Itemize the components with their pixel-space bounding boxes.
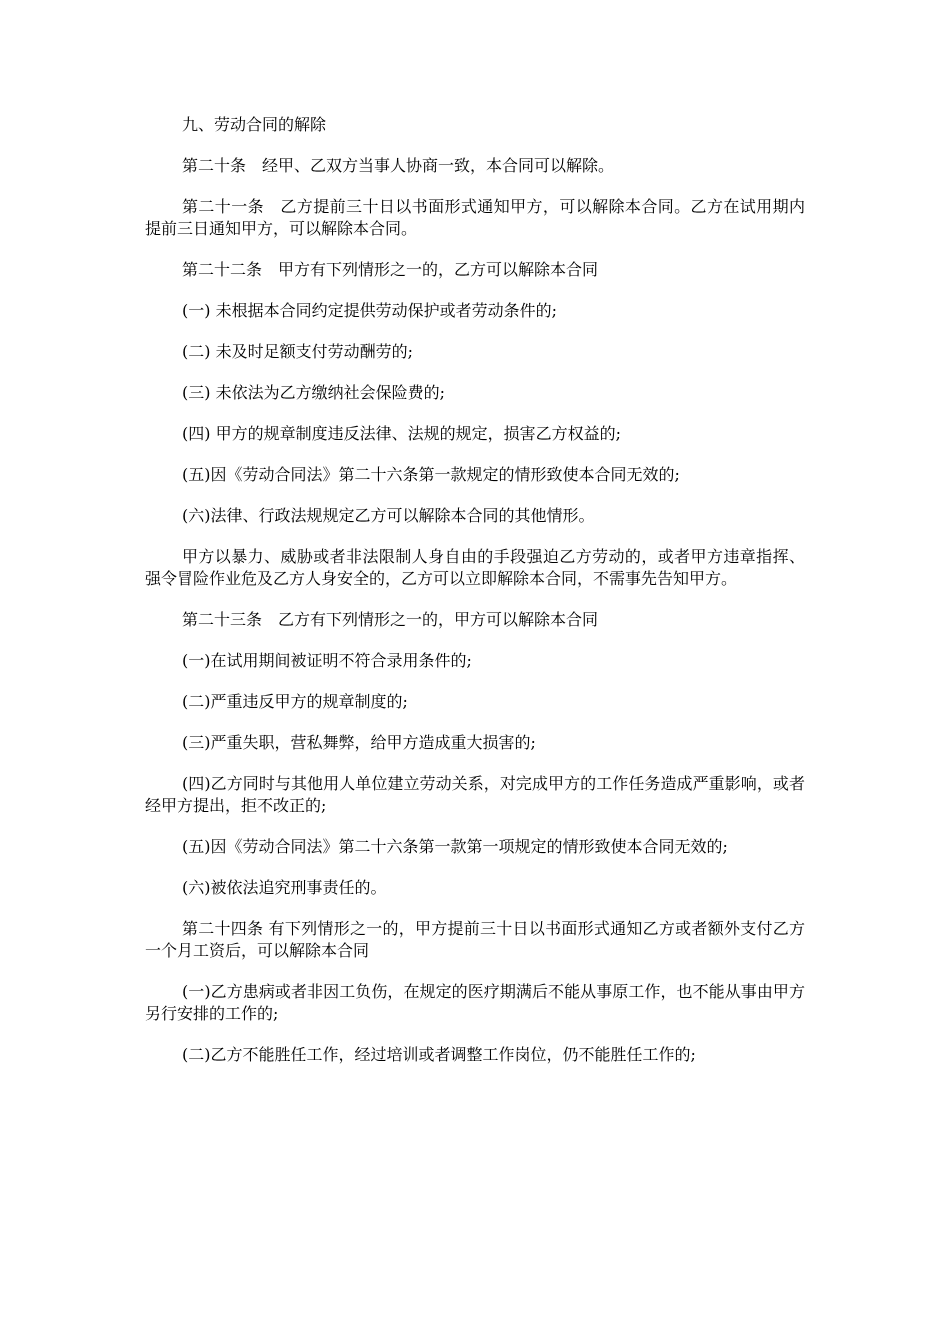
article-22-item-6: (六)法律、行政法规规定乙方可以解除本合同的其他情形。 (182, 506, 595, 525)
article-22-item-5: (五)因《劳动合同法》第二十六条第一款规定的情形致使本合同无效的; (182, 465, 680, 484)
article-23-item-3: (三)严重失职，营私舞弊，给甲方造成重大损害的; (182, 733, 536, 752)
article-20: 第二十条 经甲、乙双方当事人协商一致，本合同可以解除。 (182, 156, 615, 175)
article-24: 第二十四条 有下列情形之一的，甲方提前三十日以书面形式通知乙方或者额外支付乙方一个月工资后，可以解除本合同 (145, 919, 805, 960)
article-23-item-1: (一)在试用期间被证明不符合录用条件的; (182, 651, 472, 670)
article-22-item-1: (一) 未根据本合同约定提供劳动保护或者劳动条件的; (182, 301, 557, 320)
section-heading: 九、劳动合同的解除 (182, 115, 327, 134)
article-22-item-3: (三) 未依法为乙方缴纳社会保险费的; (182, 383, 445, 402)
article-24-item-1: (一)乙方患病或者非因工负伤，在规定的医疗期满后不能从事原工作，也不能从事由甲方另行安排的工作的; (145, 982, 805, 1023)
article-23-item-4: (四)乙方同时与其他用人单位建立劳动关系，对完成甲方的工作任务造成严重影响，或者经甲方提出，拒不改正的; (145, 774, 805, 815)
article-22-item-2: (二) 未及时足额支付劳动酬劳的; (182, 342, 413, 361)
article-23: 第二十三条 乙方有下列情形之一的，甲方可以解除本合同 (182, 610, 599, 629)
article-24-item-2: (二)乙方不能胜任工作，经过培训或者调整工作岗位，仍不能胜任工作的; (182, 1045, 696, 1064)
article-22-immediate-termination: 甲方以暴力、威胁或者非法限制人身自由的手段强迫乙方劳动的，或者甲方违章指挥、强令冒险作业危及乙方人身安全的，乙方可以立即解除本合同，不需事先告知甲方。 (145, 547, 805, 588)
article-21: 第二十一条 乙方提前三十日以书面形式通知甲方，可以解除本合同。乙方在试用期内提前三日通知甲方，可以解除本合同。 (145, 197, 805, 238)
article-23-item-5: (五)因《劳动合同法》第二十六条第一款第一项规定的情形致使本合同无效的; (182, 837, 728, 856)
document-body (145, 114, 805, 1085)
article-22: 第二十二条 甲方有下列情形之一的，乙方可以解除本合同 (182, 260, 599, 279)
article-23-item-6: (六)被依法追究刑事责任的。 (182, 878, 387, 897)
article-22-item-4: (四) 甲方的规章制度违反法律、法规的规定，损害乙方权益的; (182, 424, 621, 443)
article-23-item-2: (二)严重违反甲方的规章制度的; (182, 692, 408, 711)
